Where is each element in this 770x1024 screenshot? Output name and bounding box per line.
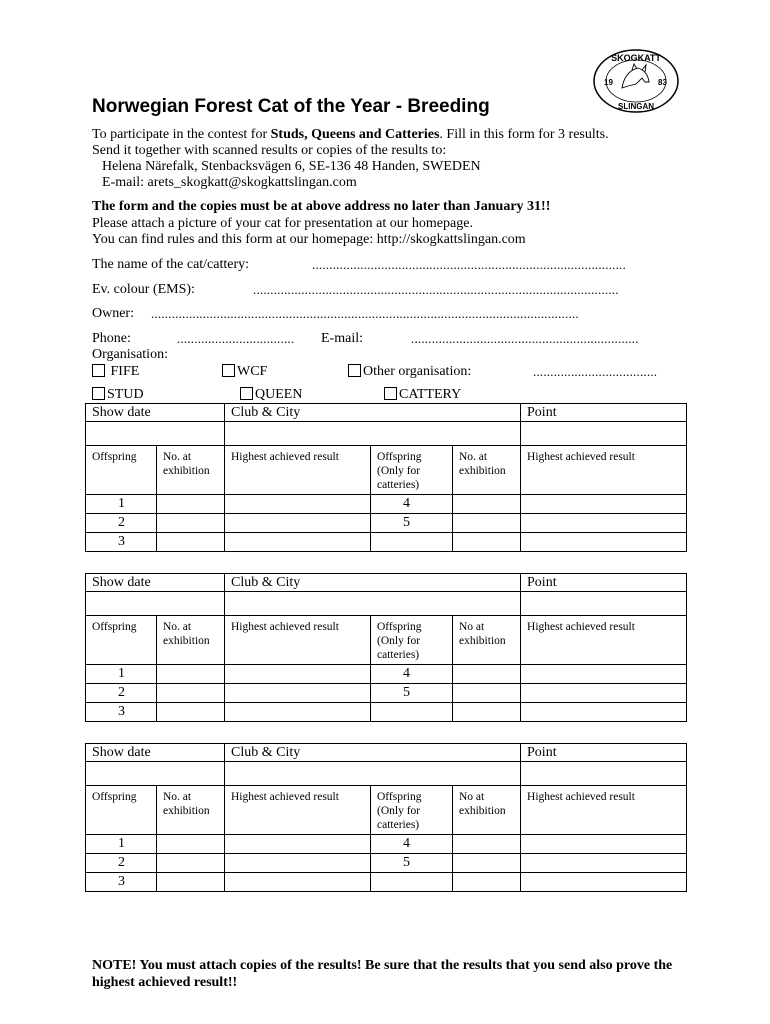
final-note: NOTE! You must attach copies of the results! Be sure that the results that you send also prove the highest achieved result!! xyxy=(92,958,673,990)
highest-result-header: Highest achieved result xyxy=(225,616,371,665)
row-number: 2 xyxy=(86,684,157,703)
cell-input[interactable] xyxy=(225,703,371,722)
row-number: 3 xyxy=(86,533,157,552)
offspring-header: Offspring xyxy=(86,616,157,665)
cell-input[interactable] xyxy=(521,835,687,854)
phone-field[interactable]: .................................. xyxy=(177,331,295,346)
svg-text:SLINGAN: SLINGAN xyxy=(618,102,654,111)
cell-input[interactable] xyxy=(157,854,225,873)
owner-label: Owner: xyxy=(92,306,134,321)
row-number: 1 xyxy=(86,495,157,514)
cell-input[interactable] xyxy=(371,533,453,552)
row-number: 1 xyxy=(86,665,157,684)
offspring-header: Offspring xyxy=(86,786,157,835)
cattery-option[interactable]: CATTERY xyxy=(384,386,461,403)
cell-input[interactable] xyxy=(453,514,521,533)
show-date-header: Show date xyxy=(86,404,225,422)
cell-input[interactable] xyxy=(225,684,371,703)
no-at-exhibition-header-2: No at exhibition xyxy=(453,616,521,665)
row-number: 2 xyxy=(86,514,157,533)
no-at-exhibition-header: No. at exhibition xyxy=(157,446,225,495)
results-table-1 xyxy=(85,403,687,552)
results-table-2 xyxy=(85,573,687,722)
cell-input[interactable] xyxy=(521,854,687,873)
results-table-3 xyxy=(85,743,687,892)
cell-input[interactable] xyxy=(521,495,687,514)
svg-text:19: 19 xyxy=(604,78,613,87)
owner-field[interactable]: ............................................................................................................................ xyxy=(151,306,579,321)
cell-input[interactable] xyxy=(521,533,687,552)
cell-input[interactable] xyxy=(157,514,225,533)
page-title: Norwegian Forest Cat of the Year - Breeding xyxy=(92,96,490,117)
contact-email: E-mail: arets_skogkatt@skogkattslingan.com xyxy=(102,175,357,190)
row-number: 1 xyxy=(86,835,157,854)
colour-field[interactable]: .......................................................................................................... xyxy=(253,282,619,297)
offspring-header: Offspring xyxy=(86,446,157,495)
row-number: 5 xyxy=(371,854,453,873)
email-label: E-mail: xyxy=(321,331,363,346)
cell-input[interactable] xyxy=(521,703,687,722)
svg-text:SKOGKATT: SKOGKATT xyxy=(611,53,661,63)
cell-input[interactable] xyxy=(371,703,453,722)
cat-name-field[interactable]: ........................................................................................... xyxy=(312,257,626,272)
point-header: Point xyxy=(521,744,687,762)
cell-input[interactable] xyxy=(225,854,371,873)
club-city-header: Club & City xyxy=(225,404,521,422)
cell-input[interactable] xyxy=(521,873,687,892)
cell-input[interactable] xyxy=(371,873,453,892)
cell-input[interactable] xyxy=(157,873,225,892)
fife-option[interactable]: FIFE xyxy=(92,363,139,380)
fife-checkbox[interactable] xyxy=(92,364,105,377)
queen-option[interactable]: QUEEN xyxy=(240,386,302,403)
organisation-label: Organisation: xyxy=(92,347,168,362)
no-at-exhibition-header-2: No. at exhibition xyxy=(453,446,521,495)
point-input[interactable] xyxy=(521,592,687,616)
highest-result-header-2: Highest achieved result xyxy=(521,446,687,495)
no-at-exhibition-header: No. at exhibition xyxy=(157,786,225,835)
row-number: 4 xyxy=(371,495,453,514)
cell-input[interactable] xyxy=(521,684,687,703)
cell-input[interactable] xyxy=(521,514,687,533)
show-date-input[interactable] xyxy=(86,422,225,446)
phone-label: Phone: xyxy=(92,331,131,346)
cattery-checkbox[interactable] xyxy=(384,387,397,400)
other-org-option[interactable]: Other organisation: xyxy=(348,363,471,380)
row-number: 3 xyxy=(86,703,157,722)
cat-name-label: The name of the cat/cattery: xyxy=(92,257,250,272)
intro-line-1: To participate in the contest for Studs, Queens and Catteries. Fill in this form for 3 results. xyxy=(92,127,609,142)
queen-checkbox[interactable] xyxy=(240,387,253,400)
club-city-input[interactable] xyxy=(225,422,521,446)
row-number: 5 xyxy=(371,684,453,703)
stud-option[interactable]: STUD xyxy=(92,386,144,403)
highest-result-header: Highest achieved result xyxy=(225,786,371,835)
cell-input[interactable] xyxy=(225,835,371,854)
show-date-input[interactable] xyxy=(86,592,225,616)
cell-input[interactable] xyxy=(157,665,225,684)
offspring-catteries-header: Offspring (Only for catteries) xyxy=(371,446,453,495)
show-date-header: Show date xyxy=(86,744,225,762)
cell-input[interactable] xyxy=(157,703,225,722)
point-header: Point xyxy=(521,574,687,592)
highest-result-header-2: Highest achieved result xyxy=(521,616,687,665)
cell-input[interactable] xyxy=(521,665,687,684)
no-at-exhibition-header-2: No at exhibition xyxy=(453,786,521,835)
row-number: 2 xyxy=(86,854,157,873)
club-city-input[interactable] xyxy=(225,762,521,786)
point-header: Point xyxy=(521,404,687,422)
stud-checkbox[interactable] xyxy=(92,387,105,400)
email-field[interactable]: .................................................................. xyxy=(411,331,639,346)
rules-note: You can find rules and this form at our homepage: http://skogkattslingan.com xyxy=(92,232,526,247)
cell-input[interactable] xyxy=(453,533,521,552)
picture-note: Please attach a picture of your cat for presentation at our homepage. xyxy=(92,216,473,231)
svg-text:83: 83 xyxy=(658,78,667,87)
deadline-note: The form and the copies must be at above address no later than January 31!! xyxy=(92,199,551,214)
point-input[interactable] xyxy=(521,422,687,446)
highest-result-header-2: Highest achieved result xyxy=(521,786,687,835)
cell-input[interactable] xyxy=(453,873,521,892)
intro-line-2: Send it together with scanned results or copies of the results to: xyxy=(92,143,447,158)
club-city-header: Club & City xyxy=(225,574,521,592)
cell-input[interactable] xyxy=(453,703,521,722)
address: Helena Närefalk, Stenbacksvägen 6, SE-136 48 Handen, SWEDEN xyxy=(102,159,481,174)
no-at-exhibition-header: No. at exhibition xyxy=(157,616,225,665)
cell-input[interactable] xyxy=(225,665,371,684)
other-org-field[interactable]: .................................... xyxy=(533,364,658,379)
cell-input[interactable] xyxy=(225,533,371,552)
cell-input[interactable] xyxy=(157,835,225,854)
cell-input[interactable] xyxy=(157,495,225,514)
cell-input[interactable] xyxy=(157,533,225,552)
offspring-catteries-header: Offspring (Only for catteries) xyxy=(371,786,453,835)
show-date-input[interactable] xyxy=(86,762,225,786)
highest-result-header: Highest achieved result xyxy=(225,446,371,495)
cell-input[interactable] xyxy=(225,873,371,892)
point-input[interactable] xyxy=(521,762,687,786)
other-org-checkbox[interactable] xyxy=(348,364,361,377)
show-date-header: Show date xyxy=(86,574,225,592)
cell-input[interactable] xyxy=(453,665,521,684)
row-number: 4 xyxy=(371,665,453,684)
offspring-catteries-header: Offspring (Only for catteries) xyxy=(371,616,453,665)
club-city-header: Club & City xyxy=(225,744,521,762)
cell-input[interactable] xyxy=(157,684,225,703)
skogkattslingan-logo xyxy=(592,48,680,114)
cell-input[interactable] xyxy=(453,495,521,514)
cell-input[interactable] xyxy=(453,684,521,703)
row-number: 4 xyxy=(371,835,453,854)
wcf-checkbox[interactable] xyxy=(222,364,235,377)
cell-input[interactable] xyxy=(453,854,521,873)
row-number: 3 xyxy=(86,873,157,892)
row-number: 5 xyxy=(371,514,453,533)
club-city-input[interactable] xyxy=(225,592,521,616)
colour-label: Ev. colour (EMS): xyxy=(92,282,195,297)
cell-input[interactable] xyxy=(453,835,521,854)
cell-input[interactable] xyxy=(225,514,371,533)
cell-input[interactable] xyxy=(225,495,371,514)
wcf-option[interactable]: WCF xyxy=(222,363,267,380)
